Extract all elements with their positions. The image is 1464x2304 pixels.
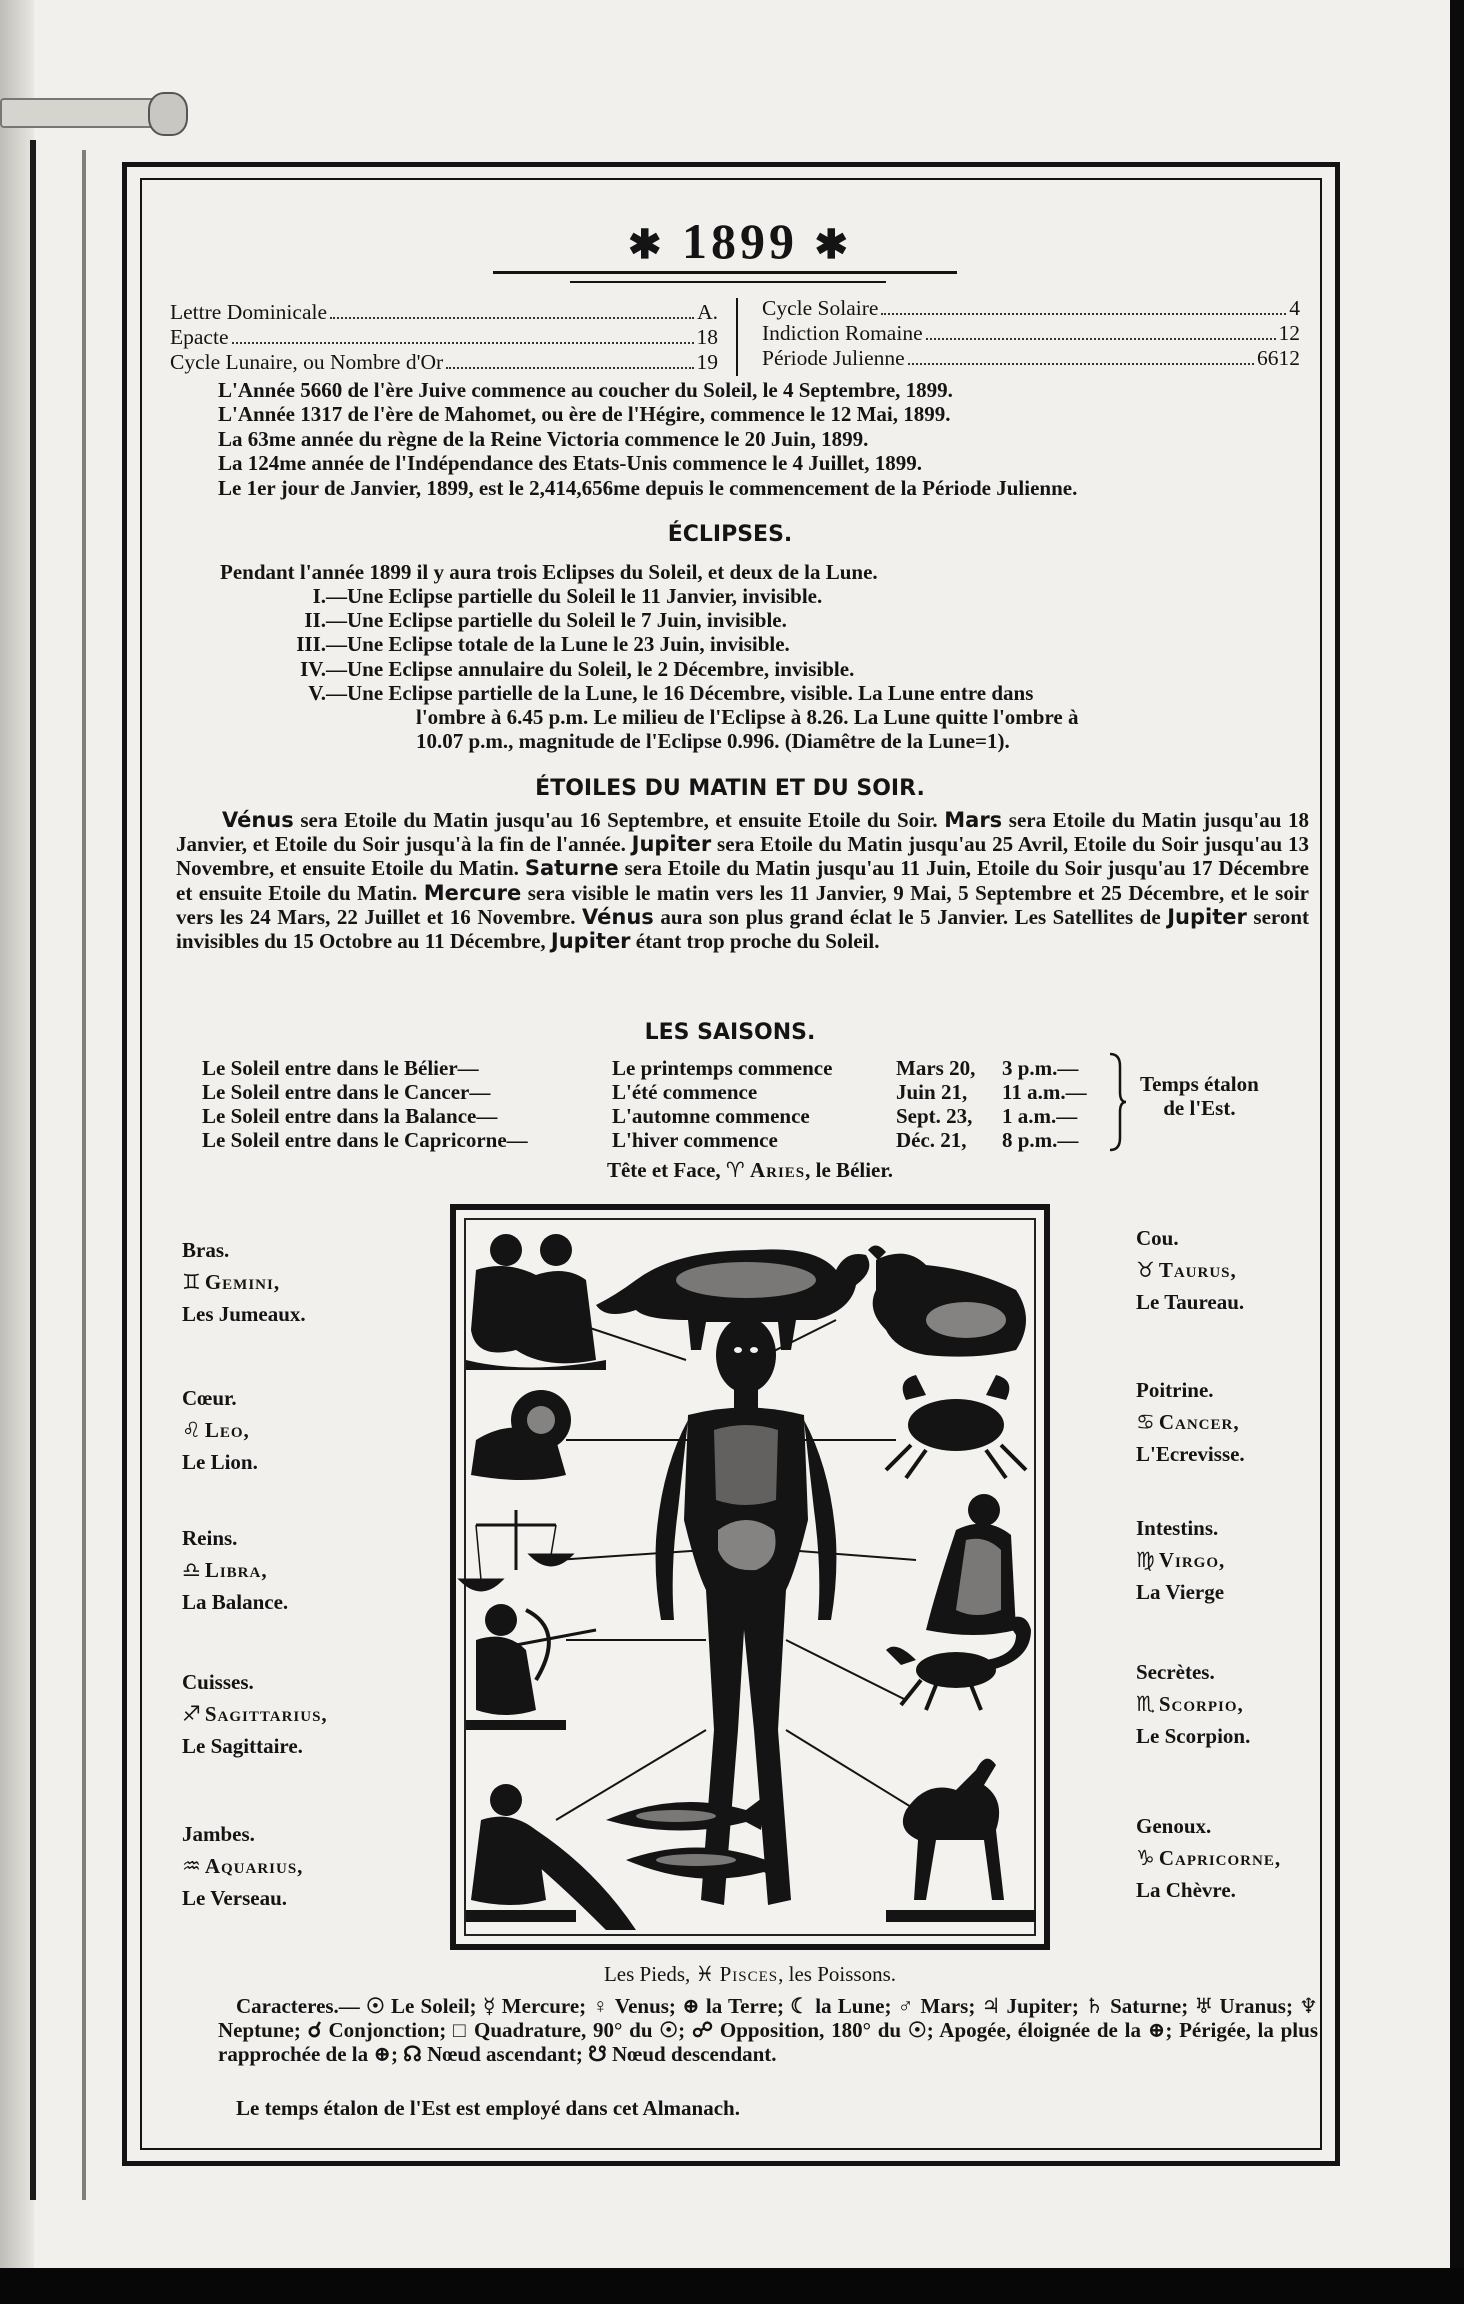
etoiles-heading: ÉTOILES DU MATIN ET DU SOIR. <box>535 776 925 801</box>
etoiles-text: sera Etoile du Matin jusqu'au 16 Septembre, et ensuite Etoile du Soir. <box>293 808 945 832</box>
saisons-sun-column <box>202 1056 528 1152</box>
zodiac-head-label <box>460 1158 1040 1183</box>
saison-time: 3 p.m.— <box>1002 1056 1079 1080</box>
saison-time: 1 a.m.— <box>1002 1104 1078 1128</box>
sign-name: Aries <box>749 1158 806 1182</box>
zodiac-gemini-label <box>182 1234 306 1330</box>
saison-sun: Le Soleil entre dans le Cancer— <box>202 1080 491 1104</box>
eclipse-item <box>250 608 1078 632</box>
sign-french: Les Jumeaux. <box>182 1302 306 1326</box>
planet-name: Mars <box>944 808 1003 832</box>
sign-name: Capricorne, <box>1158 1846 1282 1870</box>
eclipse-text: —Une Eclipse totale de la Lune le 23 Juin, invisible. <box>326 632 790 657</box>
leader-dots <box>926 338 1276 340</box>
leader-dots <box>232 342 694 344</box>
zodiac-aquarius-label <box>182 1818 303 1914</box>
aries-icon: ♈ <box>725 1158 745 1182</box>
etoiles-text: sera Etoile du Matin jusqu'au 18 Janvier, et Etoile du Soir jusqu'à la fin de l'année. <box>176 808 1309 857</box>
virgo-icon: ♍ <box>1136 1548 1155 1572</box>
sign-name: Pisces <box>719 1962 779 1986</box>
eclipses-intro: Pendant l'année 1899 il y aura trois Eclipses du Soleil, et deux de la Lune. <box>220 560 878 584</box>
leo-icon: ♌ <box>182 1418 201 1442</box>
saison-sun: Le Soleil entre dans le Bélier— <box>202 1056 479 1080</box>
year-rule-thin <box>570 281 886 283</box>
eclipse-list <box>250 584 1078 753</box>
era-line: Le 1er jour de Janvier, 1899, est le 2,414,656me depuis le commencement de la Période Julienne. <box>218 475 1078 500</box>
year-heading <box>600 212 880 270</box>
planet-name: Jupiter <box>631 832 712 857</box>
eclipse-item <box>250 584 1078 608</box>
etoiles-text: seront invisibles du 15 Octobre au 11 Décembre, <box>176 904 1310 954</box>
eclipse-number: IV. <box>300 656 326 681</box>
saison-sun: Le Soleil entre dans la Balance— <box>202 1104 498 1128</box>
calendar-label: Indiction Romaine <box>762 321 923 345</box>
sign-name: Cancer, <box>1158 1410 1240 1434</box>
calendar-value: 12 <box>1278 321 1300 345</box>
footer-note: Le temps étalon de l'Est est employé dans cet Almanach. <box>236 2096 740 2120</box>
sign-name: Aquarius, <box>204 1854 304 1878</box>
etoiles-text: sera Etoile du Matin jusqu'au 11 Juin, Etoile du Soir jusqu'au 17 Décembre et ensuite Etoile du Matin. <box>176 856 1309 905</box>
calendar-row <box>170 350 718 375</box>
eclipse-item <box>250 632 1078 656</box>
planet-name: Vénus <box>582 904 654 929</box>
etoiles-text: sera Etoile du Matin jusqu'au 25 Avril, Etoile du Soir jusqu'au 13 Novembre, et ensuite Etoile du Matin. <box>176 832 1309 881</box>
year-rule <box>493 271 957 274</box>
saisons-time-column <box>1002 1056 1087 1152</box>
saisons-season-column <box>612 1056 832 1152</box>
saisons-heading: LES SAISONS. <box>644 1020 816 1045</box>
sign-french: Le Taureau. <box>1136 1290 1245 1314</box>
era-line: L'Année 5660 de l'ère Juive commence au coucher du Soleil, le 4 Septembre, 1899. <box>218 378 953 402</box>
sign-french: , les Poissons. <box>778 1962 897 1986</box>
eclipse-text: —Une Eclipse partielle du Soleil le 7 Juin, invisible. <box>326 608 787 633</box>
cancer-icon: ♋ <box>1136 1410 1155 1434</box>
zodiac-cancer-label <box>1136 1374 1245 1470</box>
sign-french: Le Sagittaire. <box>182 1734 303 1758</box>
note-line: de l'Est. <box>1163 1096 1236 1120</box>
era-line: La 63me année du règne de la Reine Victoria commence le 20 Juin, 1899. <box>218 426 869 451</box>
calendar-row <box>762 321 1300 346</box>
brace-icon <box>1108 1052 1128 1152</box>
body-part: Cœur. <box>182 1386 237 1410</box>
calendar-value: 18 <box>696 325 718 349</box>
sign-french: La Chèvre. <box>1136 1878 1236 1902</box>
body-part: Les Pieds, <box>603 1962 696 1986</box>
eras-block <box>218 378 1077 500</box>
saison-name: L'hiver commence <box>612 1128 778 1152</box>
sign-name: Leo, <box>204 1418 250 1442</box>
zodiac-taurus-label <box>1136 1222 1244 1318</box>
eclipses-heading: ÉCLIPSES. <box>667 522 793 547</box>
body-part: Cou. <box>1136 1226 1179 1250</box>
saison-name: Le printemps commence <box>612 1056 833 1080</box>
ornament-left-icon: ✱ <box>627 222 666 267</box>
aquarius-icon: ♒ <box>182 1854 201 1878</box>
planet-name: Saturne <box>524 856 619 881</box>
etoiles-text: aura son plus grand éclat le 5 Janvier. Les Satellites de <box>653 904 1168 929</box>
calendar-row <box>762 296 1300 321</box>
body-part: Jambes. <box>182 1822 255 1846</box>
scan-bottom-edge <box>0 2268 1464 2304</box>
era-line: L'Année 1317 de l'ère de Mahomet, ou ère de l'Hégire, commence le 12 Mai, 1899. <box>218 402 951 427</box>
zodiac-libra-label <box>182 1522 288 1618</box>
era-line: La 124me année de l'Indépendance des Etats-Unis commence le 4 Juillet, 1899. <box>218 451 923 476</box>
body-part: Poitrine. <box>1136 1378 1214 1402</box>
pisces-icon: ♓ <box>695 1962 715 1986</box>
calendar-row <box>170 300 718 325</box>
saison-time: 8 p.m.— <box>1002 1128 1079 1152</box>
leader-dots <box>881 313 1286 315</box>
calendar-label: Lettre Dominicale <box>170 300 327 324</box>
binding-rule-inner <box>82 150 86 2200</box>
body-part: Tête et Face, <box>606 1158 726 1182</box>
ornament-right-icon: ✱ <box>814 222 853 267</box>
saison-name: L'automne commence <box>612 1104 810 1128</box>
sign-french: , le Bélier. <box>805 1158 894 1182</box>
body-part: Intestins. <box>1136 1516 1219 1540</box>
eclipse-number: II. <box>304 608 326 633</box>
page-tab <box>0 98 184 128</box>
taurus-icon: ♉ <box>1136 1258 1155 1282</box>
calendar-label: Cycle Lunaire, ou Nombre d'Or <box>170 350 444 374</box>
etoiles-text: sera visible le matin vers les 11 Janvier, 9 Mai, 5 Septembre et 25 Décembre, et le soir vers les 24 Mars, 22 Juillet et 16 Novembre. <box>176 880 1309 929</box>
body-part: Reins. <box>182 1526 238 1550</box>
caracteres-legend: Caracteres.— ☉ Le Soleil; ☿ Mercure; ♀ Venus; ⊕ la Terre; ☾ la Lune; ♂ Mars; ♃ Jupiter; ♄ Saturne; ♅ Uranus; ♆ Neptune; ☌ Conjonction; □ Quadrature, 90° du ☉; ☍ Opposition, 180° du ☉; Apogée, éloignée de la ⊕; Périgée, la plus rapprochée de la ⊕; ☊ Nœud ascendant; ☋ Nœud descendant. <box>218 1994 1318 2066</box>
calendar-divider <box>736 298 738 376</box>
calendar-label: Période Julienne <box>762 346 905 370</box>
calendar-value: A. <box>697 300 718 324</box>
planet-name: Vénus <box>222 808 294 832</box>
page-tab-clip <box>148 92 188 136</box>
binding-rule <box>30 140 36 2200</box>
saison-date: Sept. 23, <box>896 1104 973 1128</box>
saison-date: Déc. 21, <box>896 1128 967 1152</box>
sign-name: Libra, <box>204 1558 268 1582</box>
sign-french: Le Scorpion. <box>1136 1724 1251 1748</box>
sign-french: La Balance. <box>182 1590 289 1614</box>
calendar-value: 19 <box>696 350 718 374</box>
saison-sun: Le Soleil entre dans le Capricorne— <box>202 1128 528 1152</box>
planet-name: Jupiter <box>550 929 631 954</box>
leader-dots <box>908 363 1254 365</box>
zodiac-virgo-label <box>1136 1512 1225 1608</box>
calendar-label: Cycle Solaire <box>762 296 879 320</box>
calendar-value: 6612 <box>1257 346 1300 370</box>
scorpio-icon: ♏ <box>1136 1692 1155 1716</box>
zodiac-scorpio-label <box>1136 1656 1250 1752</box>
saison-time: 11 a.m.— <box>1002 1080 1087 1104</box>
binding-gutter <box>0 0 34 2268</box>
sign-french: Le Verseau. <box>182 1886 287 1910</box>
leader-dots <box>446 367 693 369</box>
planet-name: Jupiter <box>1167 904 1247 929</box>
sign-french: L'Ecrevisse. <box>1136 1442 1245 1466</box>
etoiles-paragraph <box>176 808 1309 953</box>
saison-date: Mars 20, <box>896 1056 976 1080</box>
saisons-date-column <box>896 1056 975 1152</box>
zodiac-man-woodcut <box>450 1204 1050 1950</box>
eclipse-number: V. <box>308 680 326 705</box>
sign-name: Virgo, <box>1158 1548 1226 1572</box>
zodiac-sagittarius-label <box>182 1666 328 1762</box>
calendar-value: 4 <box>1289 296 1300 320</box>
zodiac-feet-label <box>460 1962 1040 1987</box>
eclipse-text: —Une Eclipse partielle du Soleil le 11 Janvier, invisible. <box>326 584 823 608</box>
sign-french: Le Lion. <box>182 1450 258 1474</box>
calendar-label: Epacte <box>170 325 229 349</box>
gemini-icon: ♊ <box>182 1270 201 1294</box>
eclipse-continuation: l'ombre à 6.45 p.m. Le milieu de l'Eclipse à 8.26. La Lune quitte l'ombre à <box>416 705 1079 730</box>
planet-name: Mercure <box>423 880 522 905</box>
sign-name: Sagittarius, <box>204 1702 328 1726</box>
eclipse-number: III. <box>296 632 326 657</box>
eclipse-text: —Une Eclipse partielle de la Lune, le 16 Décembre, visible. La Lune entre dans <box>326 680 1034 705</box>
eclipse-continuation: 10.07 p.m., magnitude de l'Eclipse 0.996. (Diamêtre de la Lune=1). <box>416 729 1010 754</box>
saison-date: Juin 21, <box>896 1080 968 1104</box>
body-part: Bras. <box>182 1238 230 1262</box>
libra-icon: ♎ <box>182 1558 201 1582</box>
zodiac-man-illustration <box>456 1210 1044 1944</box>
temps-etalon-note <box>1140 1072 1259 1120</box>
eclipse-number: I. <box>312 584 326 608</box>
eclipse-text: —Une Eclipse annulaire du Soleil, le 2 Décembre, invisible. <box>326 656 855 681</box>
eclipse-item <box>250 681 1078 705</box>
sign-french: La Vierge <box>1136 1580 1225 1604</box>
body-part: Genoux. <box>1136 1814 1212 1838</box>
note-line: Temps étalon <box>1140 1072 1259 1096</box>
calendar-right <box>762 296 1300 371</box>
sign-name: Scorpio, <box>1158 1692 1244 1716</box>
leader-dots <box>330 317 694 319</box>
year-number: 1899 <box>682 213 798 269</box>
capricorn-icon: ♑ <box>1136 1846 1155 1870</box>
saison-name: L'été commence <box>612 1080 758 1104</box>
calendar-row <box>170 325 718 350</box>
zodiac-leo-label <box>182 1382 258 1478</box>
etoiles-text: étant trop proche du Soleil. <box>630 929 880 954</box>
calendar-left <box>170 300 718 375</box>
body-part: Secrètes. <box>1136 1660 1215 1684</box>
sagittarius-icon: ♐ <box>182 1702 201 1726</box>
sign-name: Taurus, <box>1158 1258 1237 1282</box>
zodiac-capricorn-label <box>1136 1810 1281 1906</box>
body-part: Cuisses. <box>182 1670 254 1694</box>
eclipse-item <box>250 657 1078 681</box>
sign-name: Gemini, <box>204 1270 281 1294</box>
calendar-row <box>762 346 1300 371</box>
